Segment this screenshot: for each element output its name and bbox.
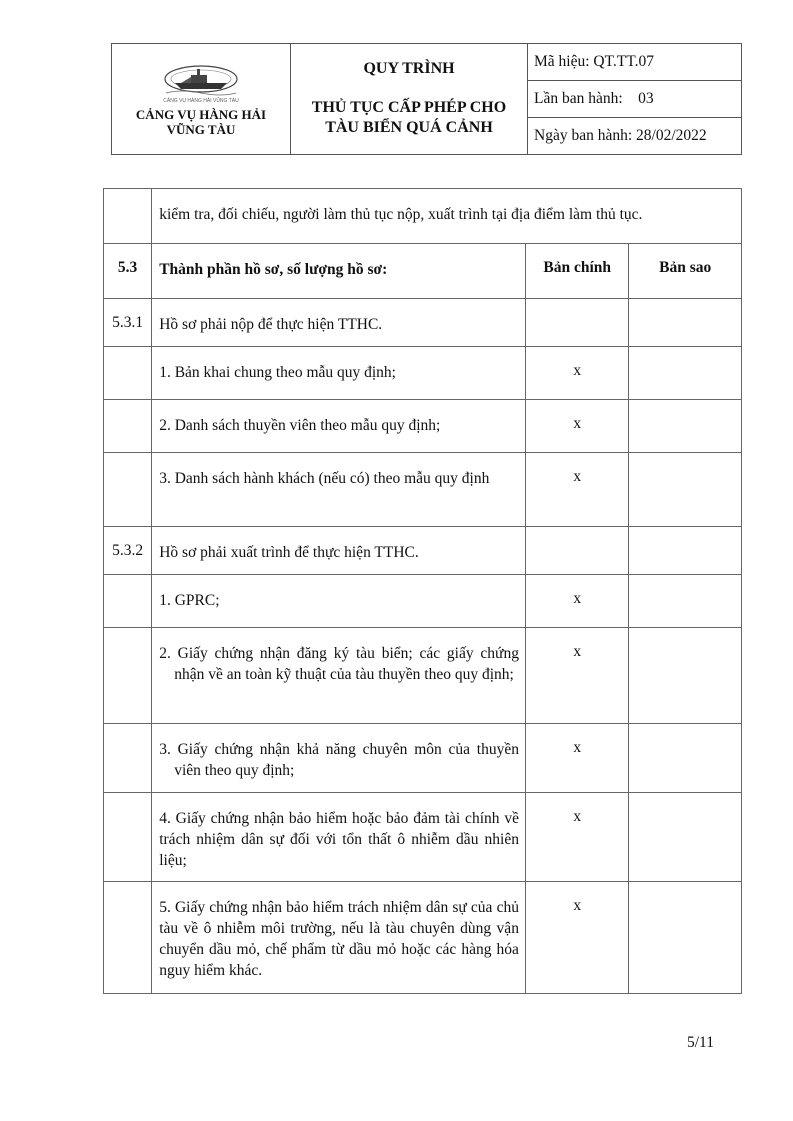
item-text: 3. Danh sách hành khách (nếu có) theo mẫu quy định: [152, 453, 526, 527]
original-mark: x: [525, 724, 628, 793]
subsection-number: 5.3.2: [104, 527, 152, 575]
section-number: 5.3: [104, 244, 152, 299]
column-original-header: Bản chính: [525, 244, 628, 299]
table-row: [104, 453, 742, 527]
original-mark: x: [525, 453, 628, 527]
document-title: THỦ TỤC CẤP PHÉP CHO TÀU BIỂN QUÁ CẢNH: [311, 99, 507, 136]
document-type: QUY TRÌNH: [363, 60, 455, 77]
table-row: [104, 882, 742, 994]
copy-mark: [629, 575, 742, 628]
copy-mark: [629, 724, 742, 793]
document-requirements-table: [103, 188, 742, 994]
port-authority-logo: [161, 61, 241, 105]
table-row: [104, 347, 742, 400]
continuation-row: [104, 189, 742, 244]
logo-cell: [112, 44, 291, 155]
item-text: 4. Giấy chứng nhận bảo hiểm hoặc bảo đảm tài chính về trách nhiệm dân sự đối với tổn thất ô nhiễm dầu nhiên liệu;: [152, 793, 526, 882]
page-number: 5/11: [687, 1034, 714, 1051]
item-text: 5. Giấy chứng nhận bảo hiểm trách nhiệm dân sự của chủ tàu về ô nhiễm môi trường, nếu là tàu chuyên dùng vận chuyển dầu mỏ, chế phẩm từ dầu mỏ hoặc các hàng hóa nguy hiểm khác.: [152, 882, 526, 994]
subsection-row: [104, 299, 742, 347]
table-row: [104, 724, 742, 793]
item-text: 1. Bản khai chung theo mẫu quy định;: [152, 347, 526, 400]
table-row: [104, 400, 742, 453]
continuation-text: kiểm tra, đối chiếu, người làm thủ tục nộp, xuất trình tại địa điểm làm thủ tục.: [152, 189, 742, 244]
copy-mark: [629, 453, 742, 527]
organization-name: CẢNG VỤ HÀNG HẢI VŨNG TÀU: [135, 107, 267, 137]
issue-date: Ngày ban hành: 28/02/2022: [528, 118, 742, 155]
original-mark: x: [525, 575, 628, 628]
copy-mark: [629, 347, 742, 400]
table-row: [104, 628, 742, 724]
copy-mark: [629, 882, 742, 994]
subsection-number: 5.3.1: [104, 299, 152, 347]
item-text: 1. GPRC;: [152, 575, 526, 628]
original-mark: x: [525, 882, 628, 994]
copy-mark: [629, 793, 742, 882]
document-code: Mã hiệu: QT.TT.07: [528, 44, 742, 81]
copy-mark: [629, 628, 742, 724]
issue-number: Lần ban hành: 03: [528, 81, 742, 118]
column-copy-header: Bản sao: [629, 244, 742, 299]
table-row: [104, 575, 742, 628]
original-mark: x: [525, 793, 628, 882]
subsection-row: [104, 527, 742, 575]
svg-text:CẢNG VỤ HÀNG HẢI VŨNG TÀU: CẢNG VỤ HÀNG HẢI VŨNG TÀU: [163, 98, 239, 104]
subsection-title: Hồ sơ phải xuất trình để thực hiện TTHC.: [152, 527, 526, 575]
copy-mark: [629, 400, 742, 453]
original-mark: x: [525, 628, 628, 724]
section-title: Thành phần hồ sơ, số lượng hồ sơ:: [152, 244, 526, 299]
item-text: 2. Giấy chứng nhận đăng ký tàu biển; các giấy chứng nhận về an toàn kỹ thuật của tàu thuyền theo quy định;: [152, 628, 526, 724]
section-header-row: [104, 244, 742, 299]
item-text: 2. Danh sách thuyền viên theo mẫu quy định;: [152, 400, 526, 453]
table-row: [104, 793, 742, 882]
document-header: [111, 43, 742, 155]
original-mark: x: [525, 347, 628, 400]
original-mark: x: [525, 400, 628, 453]
document-title-cell: [291, 44, 528, 155]
subsection-title: Hồ sơ phải nộp để thực hiện TTHC.: [152, 299, 526, 347]
item-text: 3. Giấy chứng nhận khả năng chuyên môn của thuyền viên theo quy định;: [152, 724, 526, 793]
